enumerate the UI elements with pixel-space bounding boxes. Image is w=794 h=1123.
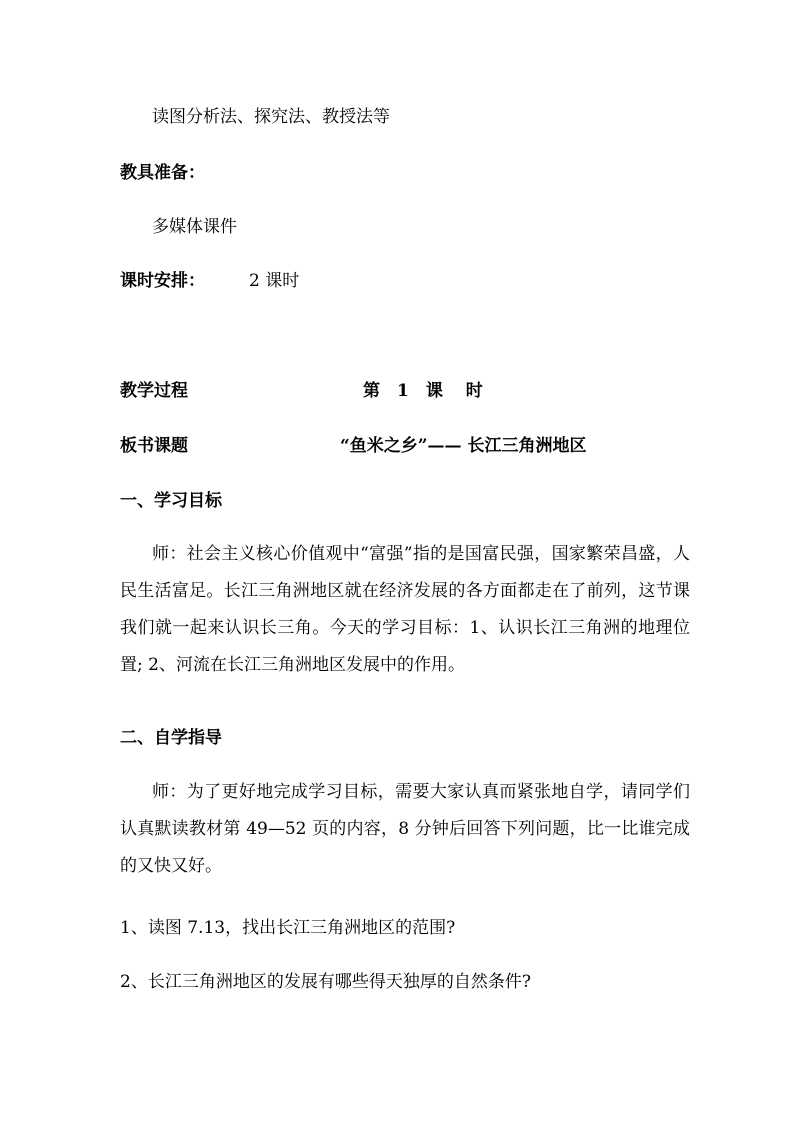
section1-paragraph: 师：社会主义核心价值观中“富强”指的是国富民强，国家繁荣昌盛，人民生活富足。长江三角洲地区就在经济发展的各方面都走在了前列，这节课我们就一起来认识长三角。今天的学习目标：1、认识长江三角洲的地理位置; 2、河流在长江三角洲地区发展中的作用。: [120, 544, 690, 675]
schedule-row: [120, 271, 299, 291]
schedule-value: 2 课时: [249, 271, 300, 291]
section1-heading: 一、学习目标: [120, 491, 222, 511]
board-heading: 板书课题: [120, 436, 188, 456]
section2-paragraph: 师：为了更好地完成学习目标，需要大家认真而紧张地自学，请同学们认真默读教材第 49—52 页的内容，8 分钟后回答下列问题，比一比谁完成的又快又好。: [120, 782, 690, 876]
tools-heading: 教具准备：: [120, 163, 205, 183]
tools-content: 多媒体课件: [152, 217, 237, 237]
question-2: 2、长江三角洲地区的发展有哪些得天独厚的自然条件?: [120, 972, 531, 992]
teaching-methods: 读图分析法、探究法、教授法等: [152, 107, 390, 127]
section2-heading: 二、自学指导: [120, 728, 222, 748]
schedule-heading: 课时安排：: [120, 271, 205, 291]
process-lesson-number: 第 1 课 时: [363, 381, 483, 401]
question-1: 1、读图 7.13，找出长江三角洲地区的范围?: [120, 918, 456, 938]
process-heading: 教学过程: [120, 381, 188, 401]
board-title: “鱼米之乡”—— 长江三角洲地区: [340, 436, 587, 456]
